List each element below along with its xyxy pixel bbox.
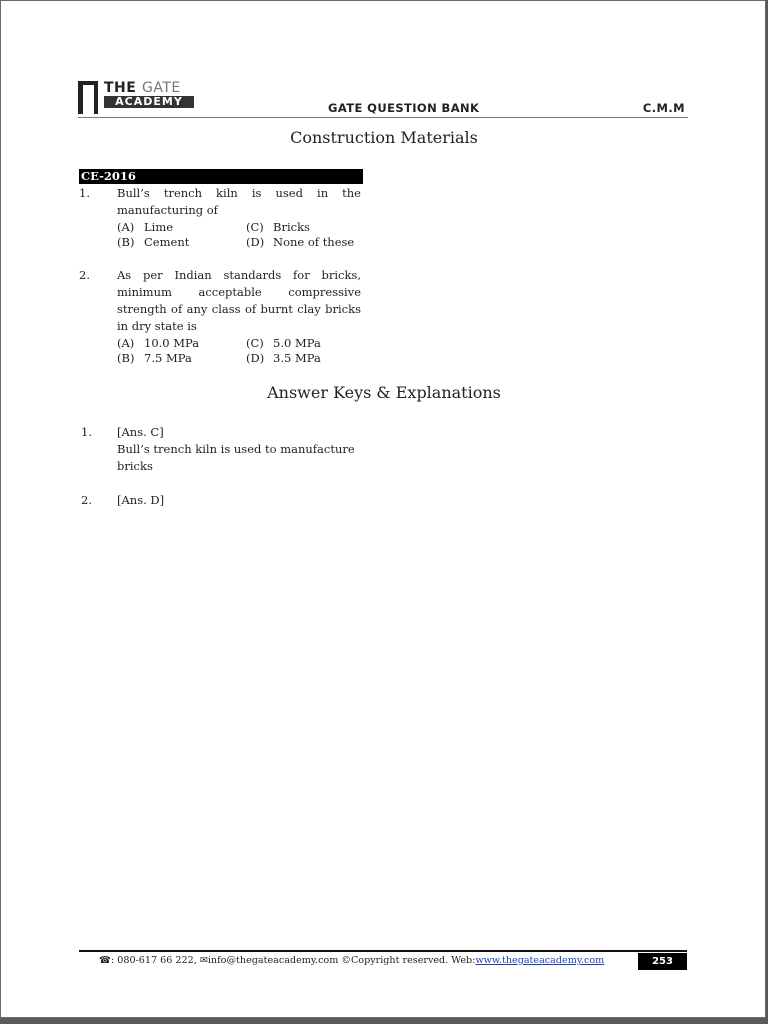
question-stem: As per Indian standards for bricks, minimum acceptable compressive strength of any class of burnt clay bricks in dry state is xyxy=(117,268,361,333)
option-label: (B) xyxy=(117,351,135,365)
footer-divider xyxy=(79,950,687,952)
answer-number: 1. xyxy=(81,425,92,439)
option-b xyxy=(117,351,192,366)
option-label: (B) xyxy=(117,235,135,249)
option-label: (D) xyxy=(246,351,265,365)
option-c xyxy=(246,336,321,351)
answer-key: [Ans. D] xyxy=(117,493,165,507)
option-text: Cement xyxy=(144,235,190,249)
option-text: Lime xyxy=(144,220,174,234)
footer-contact xyxy=(99,955,604,966)
website-link[interactable]: www.thegateacademy.com xyxy=(475,955,605,966)
question-number: 2. xyxy=(79,268,90,282)
footer-phone: ☎: 080-617 66 222, xyxy=(99,955,200,966)
option-text: 3.5 MPa xyxy=(273,351,321,365)
option-label: (D) xyxy=(246,235,265,249)
answer-2 xyxy=(79,492,369,512)
option-text: 7.5 MPa xyxy=(144,351,192,365)
question-number: 1. xyxy=(79,186,90,200)
option-text: 10.0 MPa xyxy=(144,336,200,350)
section-label: CE-2016 xyxy=(79,169,363,184)
question-2 xyxy=(79,267,363,335)
answers-title: Answer Keys & Explanations xyxy=(267,383,501,402)
subject-code: C.M.M xyxy=(642,101,685,115)
option-label: (C) xyxy=(246,220,264,234)
answer-explanation: Bull’s trench kiln is used to manufacture bricks xyxy=(117,442,355,473)
question-stem: Bull’s trench kiln is used in the manufacturing of xyxy=(117,186,361,217)
logo-academy-text: ACADEMY xyxy=(104,96,194,108)
page-number: 253 xyxy=(638,953,687,970)
option-text: Bricks xyxy=(273,220,310,234)
option-label: (A) xyxy=(117,220,135,234)
option-text: 5.0 MPa xyxy=(273,336,321,350)
question-bank-title: GATE QUESTION BANK xyxy=(328,101,480,115)
header-divider xyxy=(78,117,688,118)
logo-mark-icon xyxy=(78,81,102,114)
option-text: None of these xyxy=(273,235,355,249)
logo-the-text: THE xyxy=(104,80,137,96)
option-d xyxy=(246,351,321,366)
option-label: (A) xyxy=(117,336,135,350)
option-b xyxy=(117,235,189,250)
answer-1 xyxy=(79,424,369,476)
option-a xyxy=(117,336,199,351)
footer-email: ✉info@thegateacademy.com xyxy=(199,955,342,966)
answer-key: [Ans. C] xyxy=(117,425,164,439)
logo-gate-text: GATE xyxy=(142,80,181,96)
page-title: Construction Materials xyxy=(290,128,478,147)
option-a xyxy=(117,220,173,235)
answer-number: 2. xyxy=(81,493,92,507)
option-label: (C) xyxy=(246,336,264,350)
footer-copyright: ©Copyright reserved. Web: xyxy=(341,955,476,966)
option-c xyxy=(246,220,310,235)
option-d xyxy=(246,235,354,250)
academy-logo xyxy=(78,81,196,115)
question-1 xyxy=(79,185,363,219)
